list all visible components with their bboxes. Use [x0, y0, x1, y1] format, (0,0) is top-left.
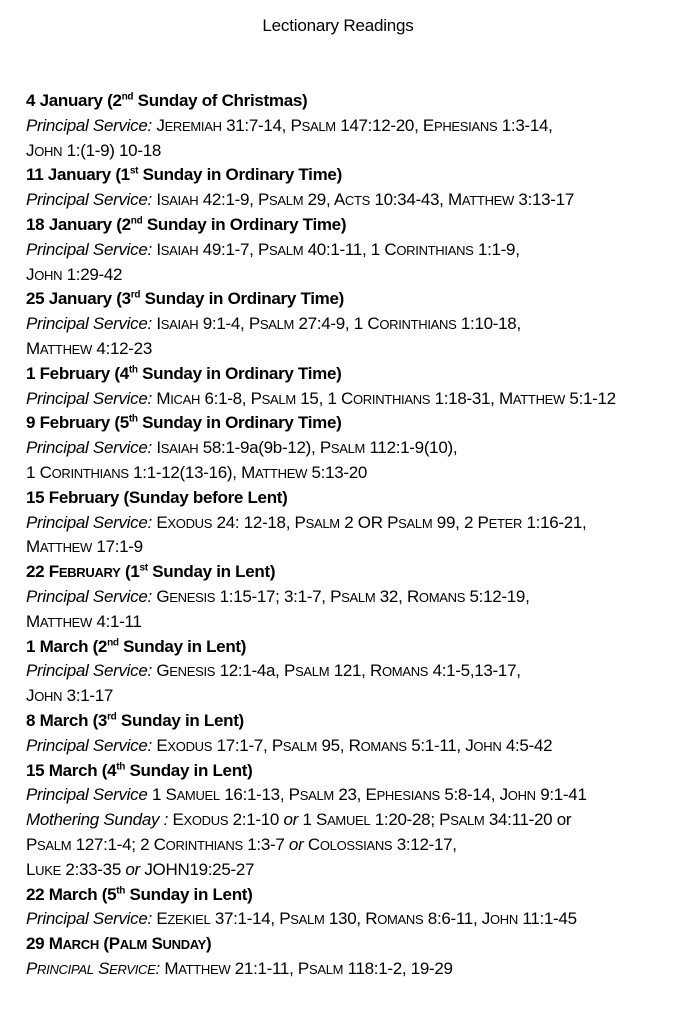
reading-line: JOHN 3:1-17 [26, 686, 114, 706]
reading-line: Principal Service: MICAH 6:1-8, PSALM 15, 1 CORINTHIANS 1:18-31, MATTHEW 5:1-12 [26, 388, 616, 408]
reading-line: MATTHEW 17:1-9 [26, 537, 143, 557]
entry-heading: 29 MARCH (PALM SUNDAY) [26, 934, 212, 954]
entry-heading: 25 January (3rd Sunday in Ordinary Time) [26, 289, 344, 309]
entry-heading: 9 February (5th Sunday in Ordinary Time) [26, 413, 342, 433]
entry [26, 709, 666, 759]
entry [26, 411, 666, 485]
reading-line: MATTHEW 4:12-23 [26, 338, 152, 358]
reading-line: Principal Service: ISAIAH 58:1-9a(9b-12), PSALM 112:1-9(10), [26, 438, 458, 458]
reading-line: Principal Service: JEREMIAH 31:7-14, PSALM 147:12-20, EPHESIANS 1:3-14, [26, 115, 553, 135]
entry [26, 287, 666, 361]
entry [26, 759, 666, 883]
reading-line: Mothering Sunday : EXODUS 2:1-10 or 1 SAMUEL 1:20-28; PSALM 34:11-20 or [26, 810, 572, 830]
reading-line: Principal Service 1 SAMUEL 16:1-13, PSALM 23, EPHESIANS 5:8-14, JOHN 9:1-41 [26, 785, 587, 805]
reading-line: Principal Service: EXODUS 17:1-7, PSALM 95, ROMANS 5:1-11, JOHN 4:5-42 [26, 735, 553, 755]
entry-heading: 11 January (1st Sunday in Ordinary Time) [26, 165, 342, 185]
entry [26, 362, 666, 412]
entry [26, 486, 666, 560]
reading-line: Principal Service: ISAIAH 9:1-4, PSALM 27:4-9, 1 CORINTHIANS 1:10-18, [26, 314, 521, 334]
reading-line: LUKE 2:33-35 or JOHN19:25-27 [26, 859, 255, 879]
entry-heading: 8 March (3rd Sunday in Lent) [26, 710, 244, 730]
reading-line: JOHN 1:29-42 [26, 264, 123, 284]
reading-line: Principal Service: ISAIAH 42:1-9, PSALM 29, ACTS 10:34-43, MATTHEW 3:13-17 [26, 190, 574, 210]
entry [26, 89, 666, 163]
entry [26, 883, 666, 933]
reading-line: MATTHEW 4:1-11 [26, 611, 142, 631]
reading-line: Principal Service: GENESIS 1:15-17; 3:1-7, PSALM 32, ROMANS 5:12-19, [26, 586, 530, 606]
reading-line: Principal Service: EZEKIEL 37:1-14, PSALM 130, ROMANS 8:6-11, JOHN 11:1-45 [26, 909, 577, 929]
entry-heading: 22 FEBRUARY (1st Sunday in Lent) [26, 562, 276, 582]
reading-line: 1 CORINTHIANS 1:1-12(13-16), MATTHEW 5:13-20 [26, 462, 368, 482]
reading-line: Principal Service: EXODUS 24: 12-18, PSALM 2 OR PSALM 99, 2 PETER 1:16-21, [26, 512, 587, 532]
entry [26, 163, 666, 213]
entry-heading: 18 January (2nd Sunday in Ordinary Time) [26, 214, 347, 234]
entry-heading: 4 January (2nd Sunday of Christmas) [26, 91, 308, 110]
entry [26, 213, 666, 287]
entry-heading: 15 March (4th Sunday in Lent) [26, 760, 253, 780]
reading-line: Principal Service: GENESIS 12:1-4a, PSALM 121, ROMANS 4:1-5,13-17, [26, 661, 521, 681]
reading-line: JOHN 1:(1-9) 10-18 [26, 140, 161, 160]
lectionary-list [26, 89, 666, 982]
reading-line: PRINCIPAL SERVICE: MATTHEW 21:1-11, PSALM 118:1-2, 19-29 [26, 958, 453, 978]
reading-line: Principal Service: ISAIAH 49:1-7, PSALM 40:1-11, 1 CORINTHIANS 1:1-9, [26, 239, 520, 259]
page-title: Lectionary Readings [262, 16, 414, 35]
entry [26, 560, 666, 634]
reading-line: PSALM 127:1-4; 2 CORINTHIANS 1:3-7 or COLOSSIANS 3:12-17, [26, 834, 457, 854]
entry-heading: 22 March (5th Sunday in Lent) [26, 884, 253, 904]
entry-heading: 15 February (Sunday before Lent) [26, 487, 288, 507]
entry-heading: 1 March (2nd Sunday in Lent) [26, 636, 247, 656]
entry [26, 932, 666, 982]
entry [26, 635, 666, 709]
entry-heading: 1 February (4th Sunday in Ordinary Time) [26, 363, 342, 383]
